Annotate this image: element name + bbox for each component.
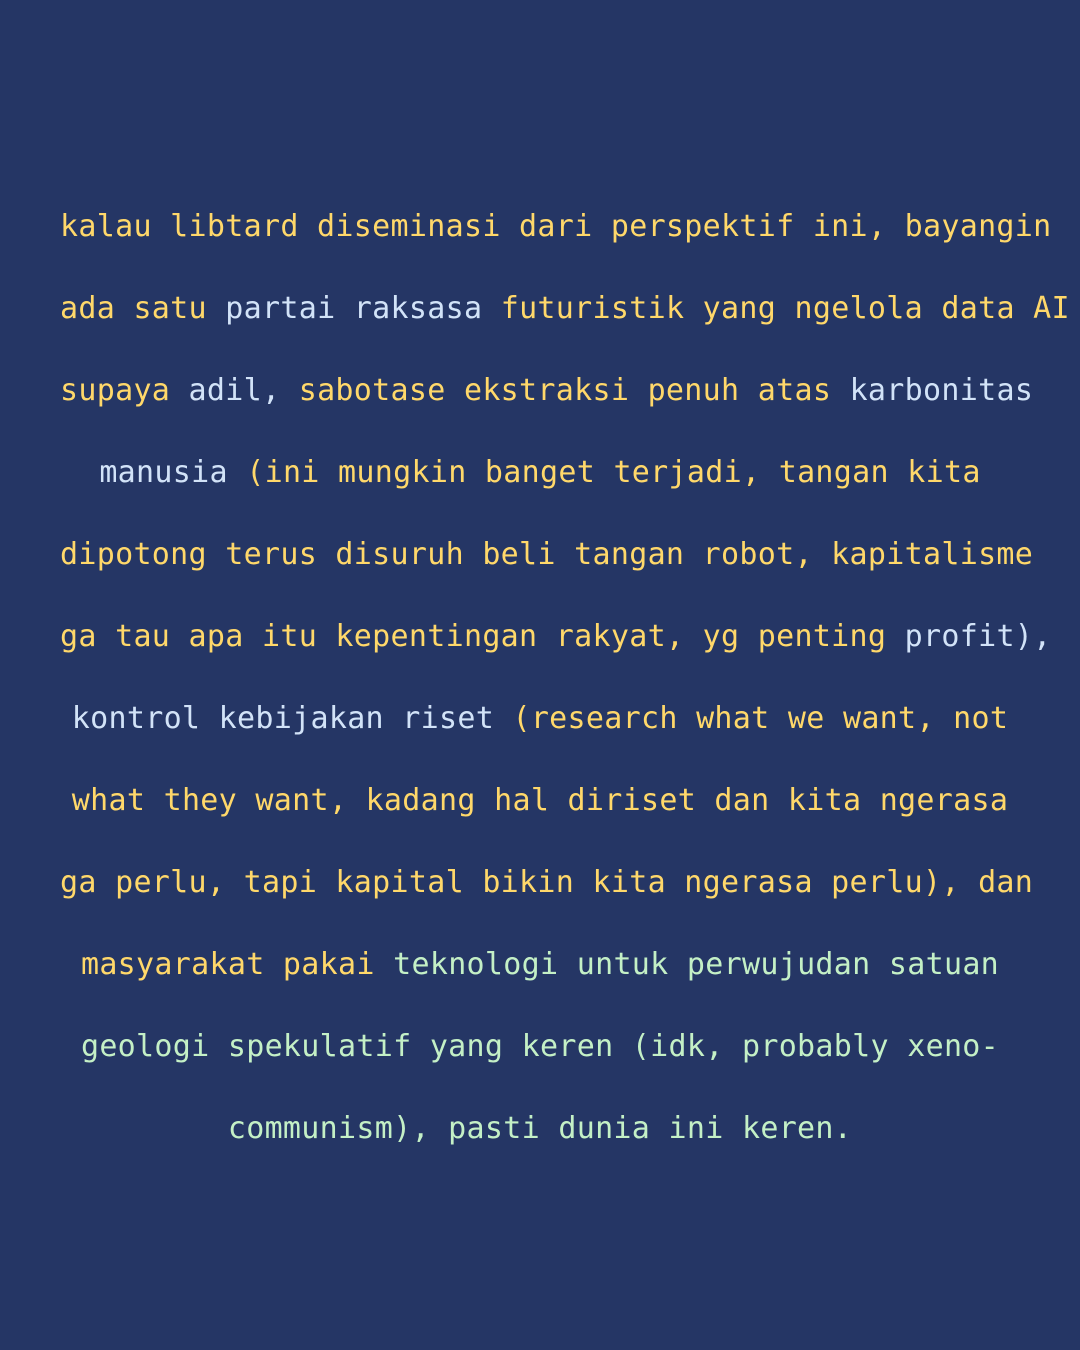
passage-line bbox=[60, 1006, 1020, 1088]
passage-segment: what they want, kadang hal diriset dan kita ngerasa bbox=[71, 783, 1009, 818]
passage-segment: kalau libtard diseminasi dari perspektif ini, bayangin bbox=[60, 209, 1052, 244]
passage-segment: manusia bbox=[99, 455, 247, 490]
passage-line bbox=[60, 432, 1020, 514]
passage-line bbox=[60, 268, 1070, 350]
passage-segment: ada satu bbox=[60, 291, 226, 326]
passage-segment: ga perlu, tapi kapital bikin kita ngerasa perlu), dan bbox=[60, 865, 1034, 900]
passage-text bbox=[60, 186, 1070, 1170]
passage-segment: sabotase ekstraksi penuh atas bbox=[298, 373, 850, 408]
passage-line bbox=[60, 1088, 1020, 1170]
passage-segment: adil, bbox=[188, 373, 299, 408]
passage-segment: supaya bbox=[60, 373, 189, 408]
passage-segment: ga tau apa itu kepentingan rakyat, yg penting bbox=[60, 619, 905, 654]
passage-line bbox=[60, 842, 1034, 924]
passage-line bbox=[60, 760, 1020, 842]
passage-line bbox=[60, 924, 1020, 1006]
passage-line bbox=[60, 350, 1034, 432]
passage-segment: partai raksasa bbox=[225, 291, 501, 326]
passage-segment: (ini mungkin banget terjadi, tangan kita bbox=[246, 455, 981, 490]
passage-line bbox=[60, 596, 1052, 678]
passage-segment: karbonitas bbox=[849, 373, 1034, 408]
passage-line bbox=[60, 186, 1052, 268]
passage-line bbox=[60, 678, 1020, 760]
passage-segment: profit), bbox=[904, 619, 1052, 654]
passage-segment: communism), pasti dunia ini keren. bbox=[227, 1111, 853, 1146]
passage-segment: dipotong terus disuruh beli tangan robot, kapitalisme bbox=[60, 537, 1034, 572]
passage-line bbox=[60, 514, 1034, 596]
passage-segment: masyarakat pakai bbox=[80, 947, 394, 982]
passage-segment: kontrol kebijakan riset bbox=[71, 701, 513, 736]
passage-segment: futuristik yang ngelola data AI bbox=[500, 291, 1070, 326]
passage-segment: geologi spekulatif yang keren (idk, probably xeno- bbox=[80, 1029, 1000, 1064]
passage-segment: teknologi untuk perwujudan satuan bbox=[393, 947, 1000, 982]
passage-segment: (research what we want, not bbox=[512, 701, 1009, 736]
